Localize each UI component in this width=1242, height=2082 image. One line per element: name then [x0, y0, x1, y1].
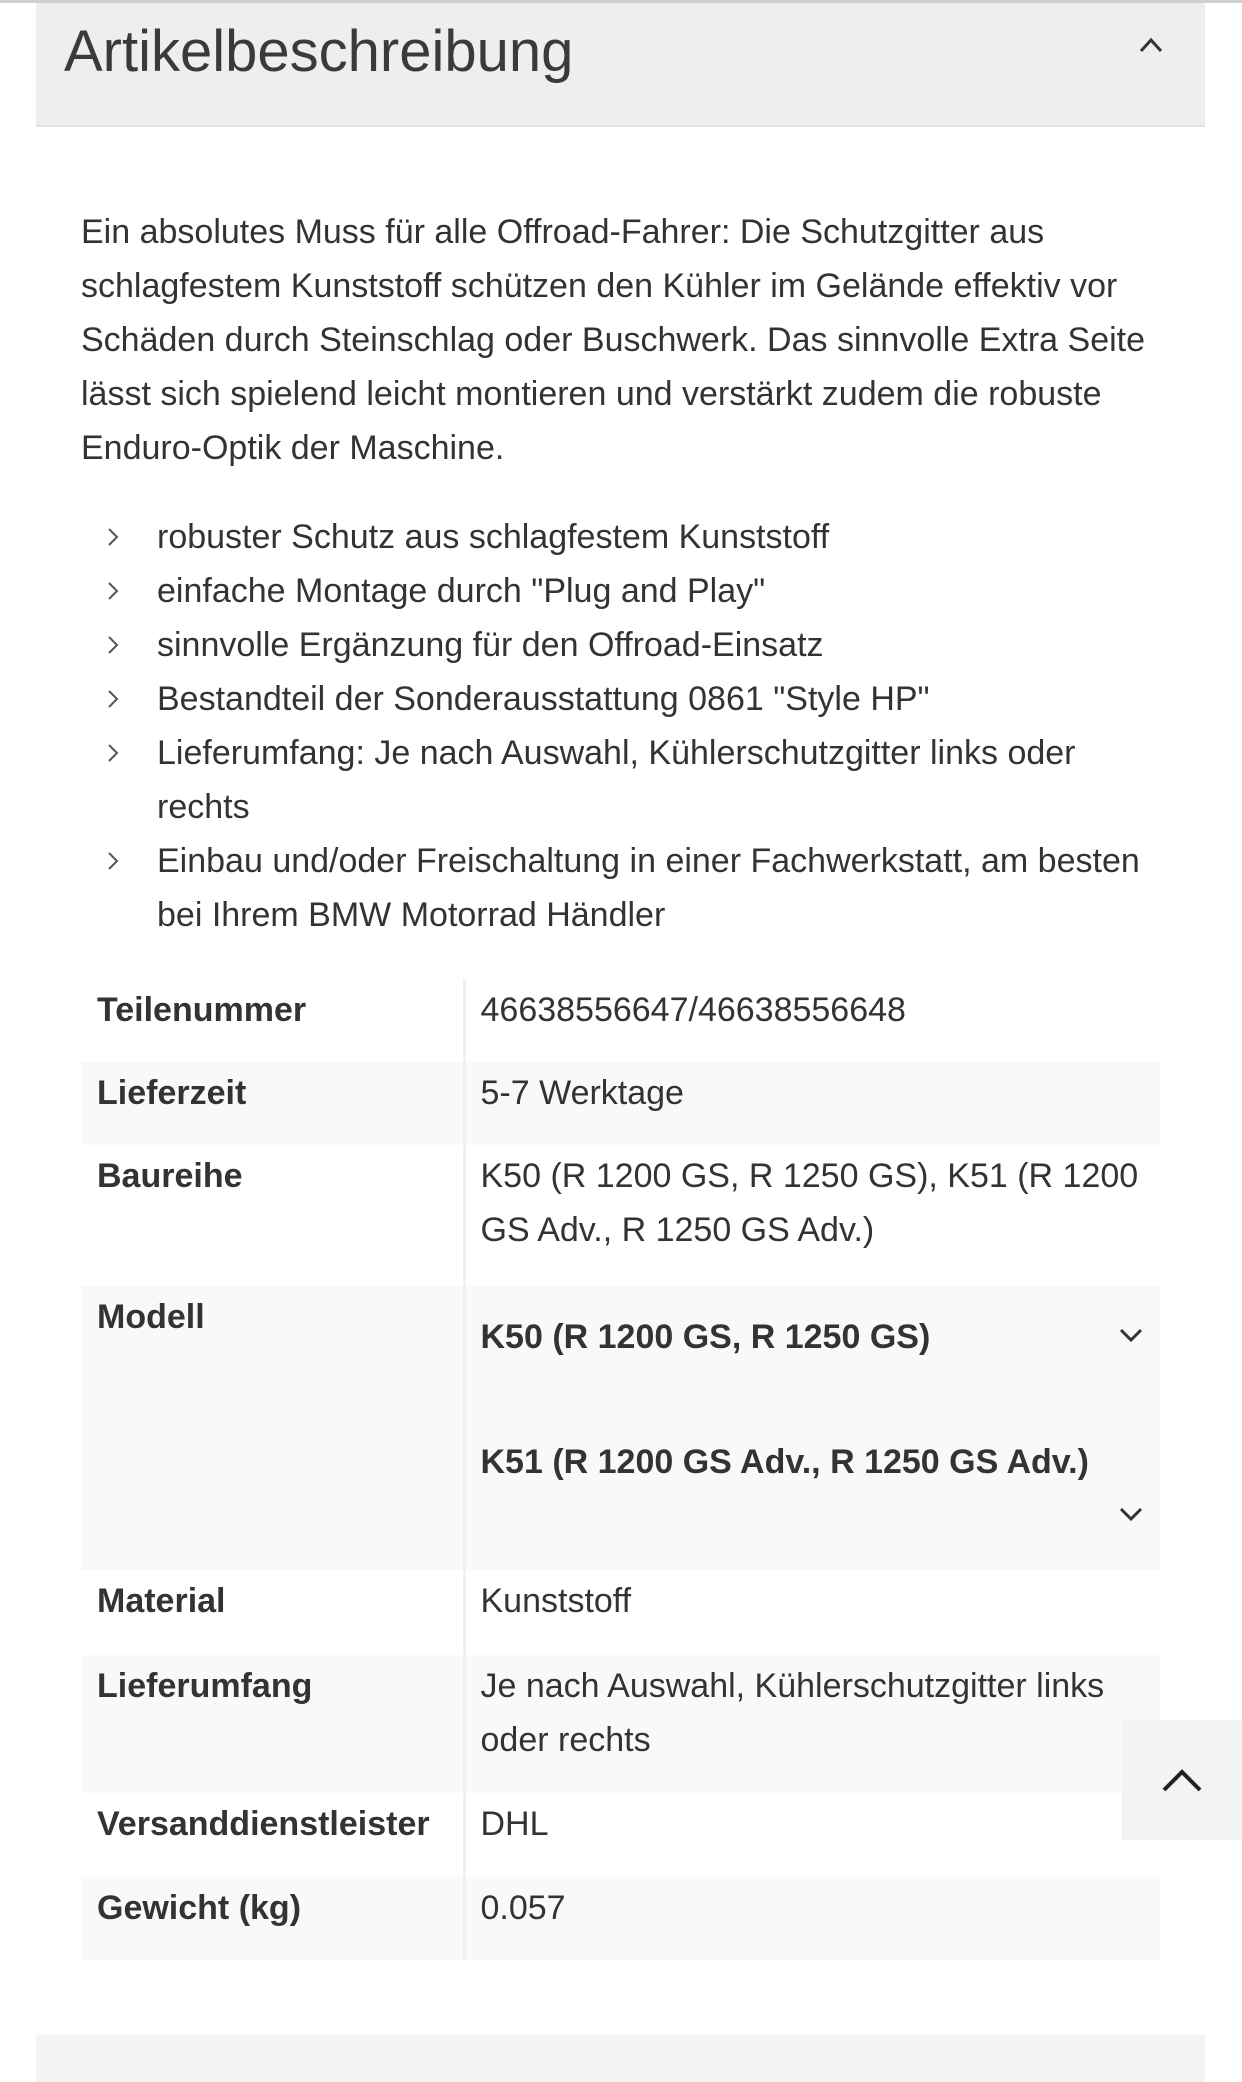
feature-list — [81, 510, 1171, 942]
spec-value: Je nach Auswahl, Kühlerschutzgitter links oder rechts — [480, 1667, 1105, 1759]
spec-table — [81, 979, 1160, 1960]
chevron-right-icon — [106, 526, 120, 548]
feature-text: sinnvolle Ergänzung für den Offroad-Einsatz — [157, 626, 824, 664]
feature-text: Einbau und/oder Freischaltung in einer Fachwerkstatt, am besten bei Ihrem BMW Motorrad Händler — [157, 842, 1140, 934]
chevron-up-icon[interactable] — [1137, 31, 1165, 59]
model-select-k51[interactable] — [481, 1435, 1145, 1541]
spec-label: Lieferumfang — [81, 1655, 464, 1793]
spec-row-versand — [81, 1793, 1160, 1877]
scroll-to-top-button[interactable] — [1122, 1720, 1242, 1840]
spec-row-baureihe — [81, 1145, 1160, 1286]
feature-text: robuster Schutz aus schlagfestem Kunststoff — [157, 518, 830, 556]
next-accordion-header[interactable] — [36, 2035, 1205, 2082]
spec-value: 0.057 — [480, 1889, 566, 1927]
feature-text: Bestandteil der Sonderausstattung 0861 "Style HP" — [157, 680, 930, 718]
chevron-down-icon — [1118, 1505, 1144, 1523]
feature-item — [81, 510, 1171, 564]
spec-label: Lieferzeit — [81, 1062, 464, 1145]
feature-text: Lieferumfang: Je nach Auswahl, Kühlerschutzgitter links oder rechts — [157, 734, 1076, 826]
spec-row-gewicht — [81, 1877, 1160, 1960]
model-select-label: K51 (R 1200 GS Adv., R 1250 GS Adv.) — [480, 1443, 1089, 1481]
spec-value: DHL — [480, 1805, 549, 1843]
spec-label: Teilenummer — [81, 979, 464, 1062]
chevron-right-icon — [106, 742, 120, 764]
spec-value: 46638556647/46638556648 — [480, 991, 906, 1029]
accordion-header-artikelbeschreibung[interactable] — [36, 3, 1205, 127]
product-description: Ein absolutes Muss für alle Offroad-Fahrer: Die Schutzgitter aus schlagfestem Kunststoff schützen den Kühler im Gelände effektiv vor Schäden durch Steinschlag oder Buschwerk. Das sinnvolle Extra Seite lässt sich spielend leicht montieren und verstärkt zudem die robuste Enduro-Optik der Maschine. — [81, 213, 1146, 467]
accordion-title: Artikelbeschreibung — [64, 19, 574, 84]
spec-value: 5-7 Werktage — [480, 1074, 684, 1112]
spec-label: Baureihe — [81, 1145, 464, 1286]
spec-label: Gewicht (kg) — [81, 1877, 464, 1960]
chevron-right-icon — [106, 634, 120, 656]
spec-value: Kunststoff — [480, 1582, 632, 1620]
spec-label: Material — [81, 1570, 464, 1655]
feature-item — [81, 564, 1171, 618]
chevron-down-icon — [1118, 1326, 1144, 1344]
feature-text: einfache Montage durch "Plug and Play" — [157, 572, 766, 610]
model-select-k50[interactable] — [481, 1310, 1145, 1364]
spec-value: K50 (R 1200 GS, R 1250 GS), K51 (R 1200 GS Adv., R 1250 GS Adv.) — [480, 1157, 1139, 1249]
feature-item — [81, 726, 1171, 834]
model-select-label: K50 (R 1200 GS, R 1250 GS) — [480, 1318, 931, 1356]
spec-label: Modell — [81, 1286, 464, 1570]
feature-item — [81, 618, 1171, 672]
chevron-right-icon — [106, 850, 120, 872]
chevron-up-icon — [1160, 1766, 1204, 1794]
spec-row-modell — [81, 1286, 1160, 1570]
feature-item — [81, 834, 1171, 942]
chevron-right-icon — [106, 688, 120, 710]
spec-row-lieferzeit — [81, 1062, 1160, 1145]
spec-row-material — [81, 1570, 1160, 1655]
spec-row-lieferumfang — [81, 1655, 1160, 1793]
feature-item — [81, 672, 1171, 726]
spec-row-teilenummer — [81, 979, 1160, 1062]
chevron-right-icon — [106, 580, 120, 602]
model-selects — [464, 1286, 1160, 1570]
spec-label: Versanddienstleister — [81, 1793, 464, 1877]
